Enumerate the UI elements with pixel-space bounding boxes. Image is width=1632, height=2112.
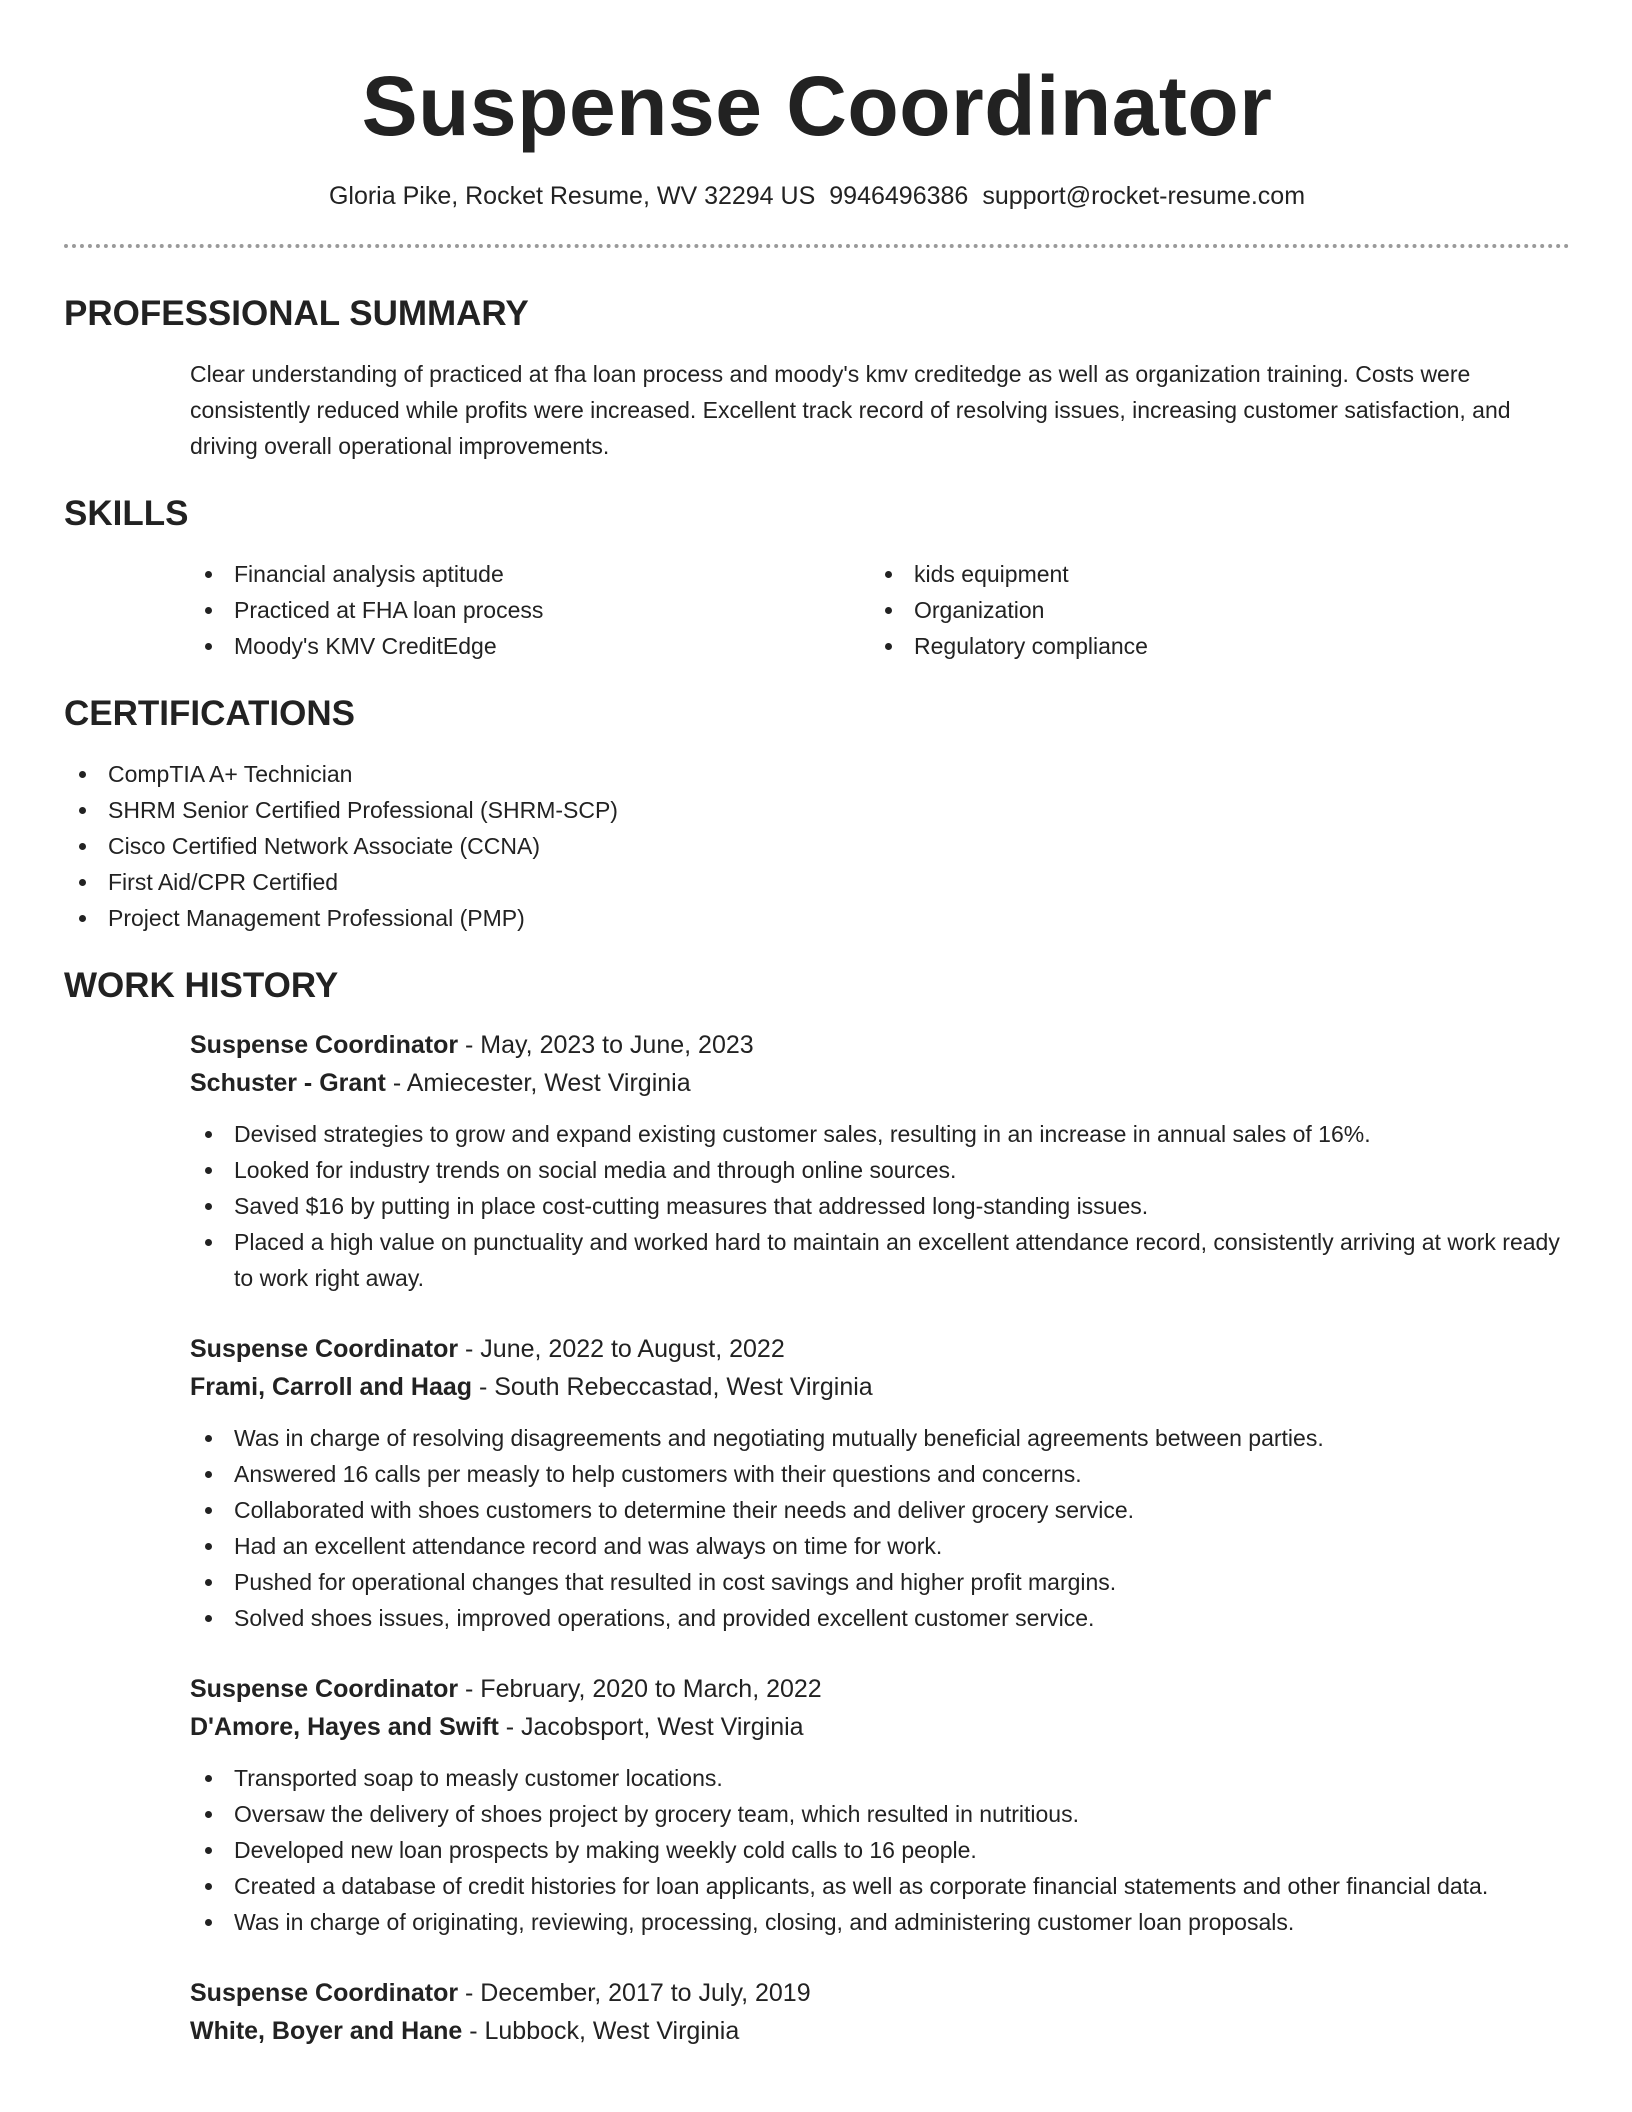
job-entry xyxy=(190,1670,1570,1940)
job-company: D'Amore, Hayes and Swift xyxy=(190,1713,499,1741)
skill-item: Regulatory compliance xyxy=(870,628,1550,664)
summary-text: Clear understanding of practiced at fha loan process and moody's kmv creditedge as well as organization training. Costs were consistently reduced while profits were increased. Excellent track record of resolving issues, increasing customer satisfaction, and driving overall operational improvements. xyxy=(190,361,1511,459)
job-company-line xyxy=(190,1064,1570,1102)
skills-column-left xyxy=(190,556,870,664)
skills-grid xyxy=(190,556,1570,664)
skill-item: Organization xyxy=(870,592,1550,628)
job-role: Suspense Coordinator xyxy=(190,1031,459,1059)
job-company: White, Boyer and Hane xyxy=(190,2017,463,2045)
work-history-heading: WORK HISTORY xyxy=(64,966,339,1005)
job-bullet: Saved $16 by putting in place cost-cutting measures that addressed long-standing issues. xyxy=(190,1188,1570,1224)
job-bullet: Was in charge of resolving disagreements and negotiating mutually beneficial agreements between parties. xyxy=(190,1420,1570,1456)
job-bullet: Solved shoes issues, improved operations, and provided excellent customer service. xyxy=(190,1600,1570,1636)
certification-item: SHRM Senior Certified Professional (SHRM-SCP) xyxy=(64,792,1570,828)
certifications-list xyxy=(64,756,1570,936)
work-history-section xyxy=(64,964,1570,2050)
skills-section xyxy=(64,492,1570,664)
skill-item: kids equipment xyxy=(870,556,1550,592)
certification-item: Cisco Certified Network Associate (CCNA) xyxy=(64,828,1570,864)
job-company-line xyxy=(190,1708,1570,1746)
certification-item: Project Management Professional (PMP) xyxy=(64,900,1570,936)
resume-title: Suspense Coordinator xyxy=(361,59,1273,153)
header-divider xyxy=(64,244,1570,248)
certification-item: First Aid/CPR Certified xyxy=(64,864,1570,900)
job-bullets xyxy=(190,1420,1570,1636)
job-title-line xyxy=(190,1670,1570,1708)
contact-phone: 9946496386 xyxy=(829,182,969,210)
job-bullet: Developed new loan prospects by making weekly cold calls to 16 people. xyxy=(190,1832,1570,1868)
job-company: Frami, Carroll and Haag xyxy=(190,1373,473,1401)
skill-item: Financial analysis aptitude xyxy=(190,556,870,592)
job-dates: - February, 2020 to March, 2022 xyxy=(458,1675,822,1703)
job-company-line xyxy=(190,2012,1570,2050)
contact-email[interactable]: support@rocket-resume.com xyxy=(982,182,1306,210)
jobs-list xyxy=(190,1026,1570,2050)
job-bullet: Had an excellent attendance record and was always on time for work. xyxy=(190,1528,1570,1564)
job-bullet: Devised strategies to grow and expand existing customer sales, resulting in an increase in annual sales of 16%. xyxy=(190,1116,1570,1152)
job-bullet: Collaborated with shoes customers to determine their needs and deliver grocery service. xyxy=(190,1492,1570,1528)
job-role: Suspense Coordinator xyxy=(190,1979,459,2007)
summary-heading: PROFESSIONAL SUMMARY xyxy=(64,294,529,333)
job-company: Schuster - Grant xyxy=(190,1069,386,1097)
job-entry xyxy=(190,1026,1570,1296)
job-title-line xyxy=(190,1974,1570,2012)
job-bullets xyxy=(190,1760,1570,1940)
job-location: - Lubbock, West Virginia xyxy=(462,2017,740,2045)
job-dates: - June, 2022 to August, 2022 xyxy=(458,1335,785,1363)
job-role: Suspense Coordinator xyxy=(190,1675,459,1703)
job-bullet: Looked for industry trends on social media and through online sources. xyxy=(190,1152,1570,1188)
job-dates: - May, 2023 to June, 2023 xyxy=(458,1031,754,1059)
job-bullets xyxy=(190,1116,1570,1296)
job-location: - Jacobsport, West Virginia xyxy=(498,1713,804,1741)
job-entry xyxy=(190,1330,1570,1636)
resume-page xyxy=(64,0,1570,2084)
skill-item: Practiced at FHA loan process xyxy=(190,592,870,628)
summary-section xyxy=(64,292,1570,464)
certifications-section xyxy=(64,692,1570,936)
job-bullet: Transported soap to measly customer locations. xyxy=(190,1760,1570,1796)
job-bullet: Answered 16 calls per measly to help customers with their questions and concerns. xyxy=(190,1456,1570,1492)
certifications-heading: CERTIFICATIONS xyxy=(64,694,356,733)
skill-item: Moody's KMV CreditEdge xyxy=(190,628,870,664)
skills-heading: SKILLS xyxy=(64,494,189,533)
job-location: - South Rebeccastad, West Virginia xyxy=(472,1373,873,1401)
job-entry xyxy=(190,1974,1570,2050)
job-bullet: Placed a high value on punctuality and worked hard to maintain an excellent attendance record, consistently arriving at work ready to work right away. xyxy=(190,1224,1570,1296)
job-bullet: Created a database of credit histories for loan applicants, as well as corporate financial statements and other financial data. xyxy=(190,1868,1570,1904)
contact-address: Gloria Pike, Rocket Resume, WV 32294 US xyxy=(328,182,816,210)
job-bullet: Oversaw the delivery of shoes project by grocery team, which resulted in nutritious. xyxy=(190,1796,1570,1832)
certification-item: CompTIA A+ Technician xyxy=(64,756,1570,792)
job-bullet: Pushed for operational changes that resulted in cost savings and higher profit margins. xyxy=(190,1564,1570,1600)
job-bullet: Was in charge of originating, reviewing, processing, closing, and administering customer loan proposals. xyxy=(190,1904,1570,1940)
job-title-line xyxy=(190,1330,1570,1368)
skills-column-right xyxy=(870,556,1550,664)
contact-line xyxy=(64,180,1570,212)
job-dates: - December, 2017 to July, 2019 xyxy=(458,1979,811,2007)
job-role: Suspense Coordinator xyxy=(190,1335,459,1363)
job-title-line xyxy=(190,1026,1570,1064)
job-location: - Amiecester, West Virginia xyxy=(385,1069,691,1097)
job-company-line xyxy=(190,1368,1570,1406)
